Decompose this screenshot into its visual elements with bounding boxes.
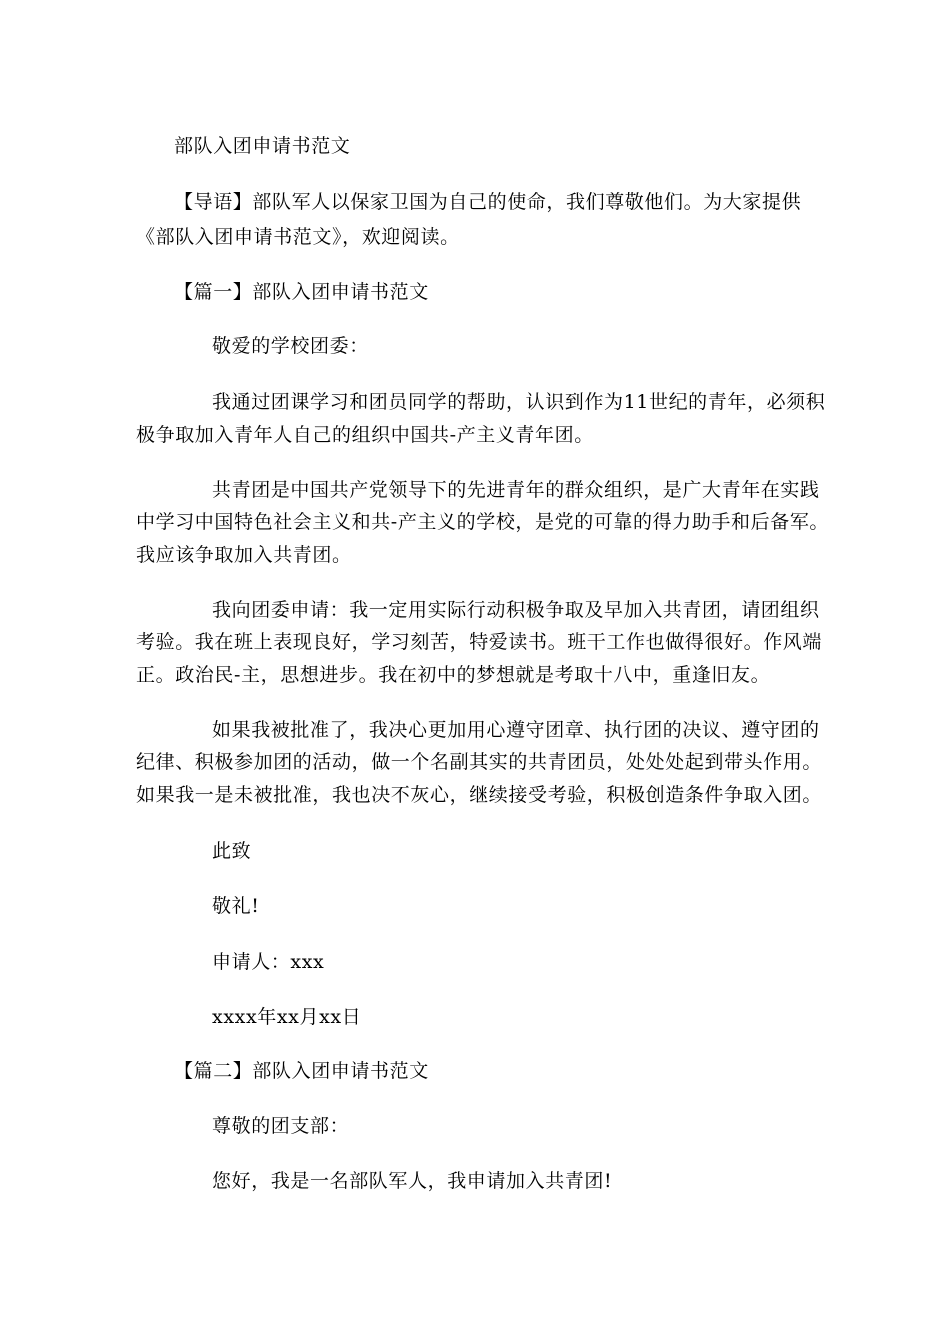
paragraph-line: 我向团委申请：我一定用实际行动积极争取及早加入共青团，请团组织 (212, 599, 820, 621)
section-heading: 【篇二】部队入团申请书范文 (174, 1060, 429, 1082)
closing-line: 此致 (212, 840, 252, 862)
document-title: 部队入团申请书范文 (174, 135, 351, 157)
paragraph-line: 纪律、积极参加团的活动，做一个名副其实的共青团员，处处处起到带头作用。 (136, 751, 823, 773)
paragraph-line: 共青团是中国共产党领导下的先进青年的群众组织，是广大青年在实践 (212, 479, 820, 501)
salutation: 尊敬的团支部： (212, 1115, 350, 1137)
paragraph-line: 如果我一是未被批准，我也决不灰心，继续接受考验，积极创造条件争取入团。 (136, 784, 823, 806)
paragraph-line: 中学习中国特色社会主义和共-产主义的学校，是党的可靠的得力助手和后备军。 (136, 511, 830, 533)
paragraph-line: 正。政治民-主，思想进步。我在初中的梦想就是考取十八中，重逢旧友。 (136, 664, 771, 686)
intro-line: 【导语】部队军人以保家卫国为自己的使命，我们尊敬他们。为大家提供 (174, 191, 802, 213)
intro-line: 《部队入团申请书范文》，欢迎阅读。 (136, 226, 460, 248)
applicant-line: 申请人：xxx (212, 951, 325, 973)
closing-line: 敬礼! (212, 895, 260, 917)
paragraph-line: 您好，我是一名部队军人，我申请加入共青团! (212, 1170, 613, 1192)
date-line: xxxx年xx月xx日 (212, 1006, 362, 1028)
paragraph-line: 极争取加入青年人自己的组织中国共-产主义青年团。 (136, 424, 594, 446)
paragraph-line: 我通过团课学习和团员同学的帮助，认识到作为11世纪的青年，必须积 (212, 391, 826, 413)
paragraph-line: 考验。我在班上表现良好，学习刻苦，特爱读书。班干工作也做得很好。作风端 (136, 631, 823, 653)
paragraph-line: 如果我被批准了，我决心更加用心遵守团章、执行团的决议、遵守团的 (212, 719, 820, 741)
paragraph-line: 我应该争取加入共青团。 (136, 544, 352, 566)
salutation: 敬爱的学校团委： (212, 335, 369, 357)
section-heading: 【篇一】部队入团申请书范文 (174, 281, 429, 303)
